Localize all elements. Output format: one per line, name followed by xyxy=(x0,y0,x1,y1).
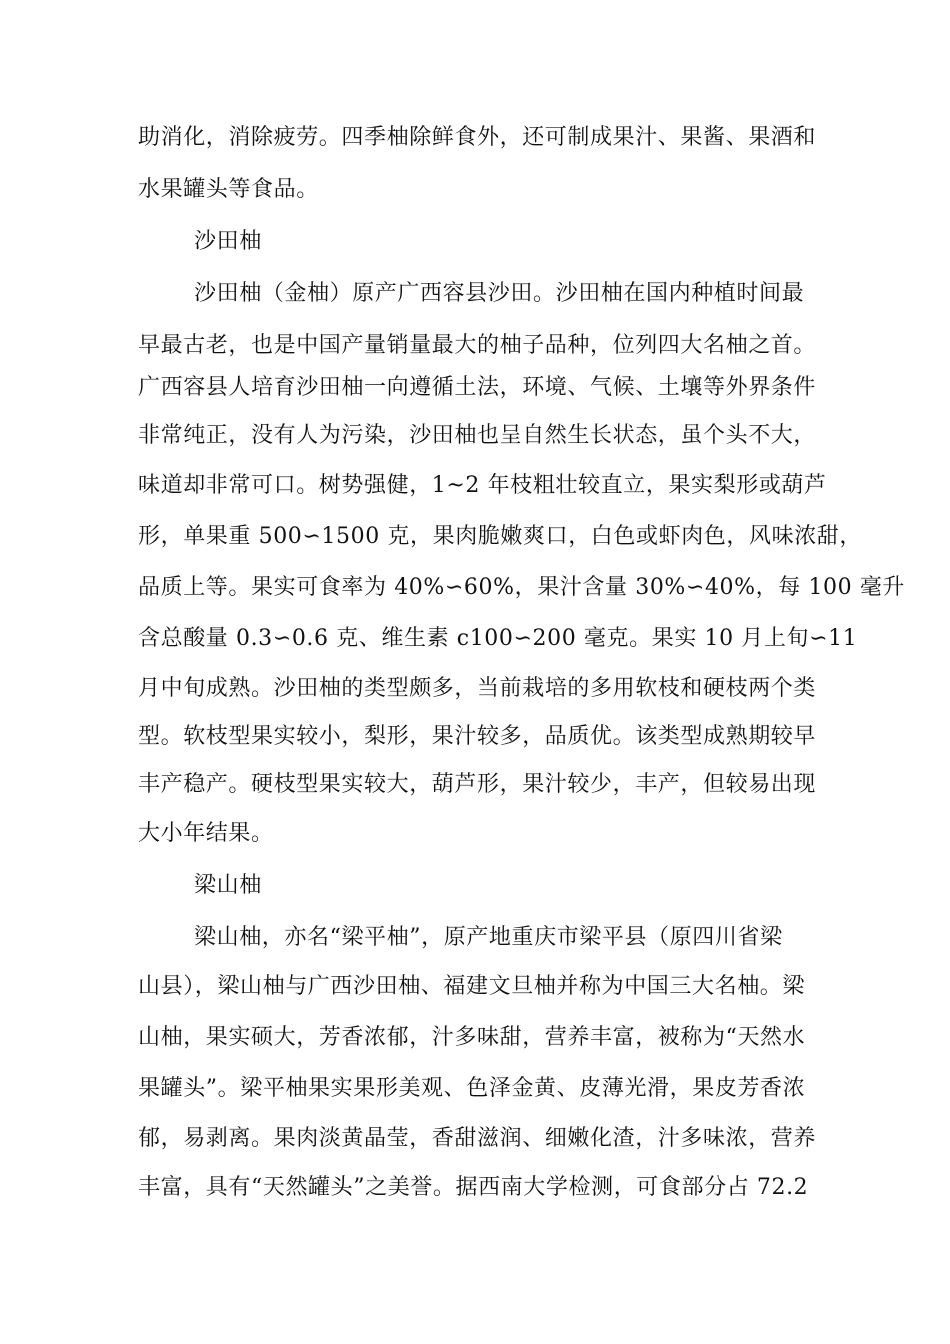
text-line: 丰产稳产。硬枝型果实较大，葫芦形，果汁较少，丰产，但较易出现 xyxy=(138,772,817,797)
text-line: 山县），梁山柚与广西沙田柚、福建文旦柚并称为中国三大名柚。梁 xyxy=(138,974,806,999)
text-line: 含总酸量 0.3∽0.6 克、维生素 c100∽200 毫克。果实 10 月上旬∽11 xyxy=(138,626,858,651)
text-line: 沙田柚（金柚）原产广西容县沙田。沙田柚在国内种植时间最 xyxy=(194,281,805,306)
text-line: 月中旬成熟。沙田柚的类型颇多，当前栽培的多用软枝和硬枝两个类 xyxy=(138,676,817,701)
text-line: 丰富，具有“天然罐头”之美誉。据西南大学检测，可食部分占 72.2 xyxy=(138,1175,809,1200)
text-line: 助消化，消除疲劳。四季柚除鲜食外，还可制成果汁、果酱、果酒和 xyxy=(138,125,817,150)
text-line: 山柚，果实硕大，芳香浓郁，汁多味甜，营养丰富，被称为“天然水 xyxy=(138,1025,806,1050)
text-line: 果罐头”。梁平柚果实果形美观、色泽金黄、皮薄光滑，果皮芳香浓 xyxy=(138,1076,806,1101)
text-line: 非常纯正，没有人为污染，沙田柚也呈自然生长状态，虽个头不大， xyxy=(138,423,817,448)
text-line: 大小年结果。 xyxy=(138,821,274,846)
section-heading-shatian: 沙田柚 xyxy=(194,229,262,254)
text-line: 型。软枝型果实较小，梨形，果汁较多，品质优。该类型成熟期较早 xyxy=(138,724,817,749)
text-line: 郁，易剥离。果肉淡黄晶莹，香甜滋润、细嫩化渣，汁多味浓，营养 xyxy=(138,1126,817,1151)
text-line: 味道却非常可口。树势强健，1~2 年枝粗壮较直立，果实梨形或葫芦 xyxy=(138,473,827,498)
text-line: 形，单果重 500∽1500 克，果肉脆嫩爽口，白色或虾肉色，风味浓甜， xyxy=(138,524,863,549)
text-line: 水果罐头等食品。 xyxy=(138,177,319,202)
text-line: 梁山柚，亦名“梁平柚”，原产地重庆市梁平县（原四川省梁 xyxy=(194,925,783,950)
section-heading-liangshan: 梁山柚 xyxy=(194,873,262,898)
text-line: 广西容县人培育沙田柚一向遵循土法，环境、气候、土壤等外界条件 xyxy=(138,375,817,400)
text-line: 早最古老，也是中国产量销量最大的柚子品种，位列四大名柚之首。 xyxy=(138,333,817,358)
text-line: 品质上等。果实可食率为 40%∽60%，果汁含量 30%∽40%，每 100 毫升 xyxy=(138,575,906,600)
